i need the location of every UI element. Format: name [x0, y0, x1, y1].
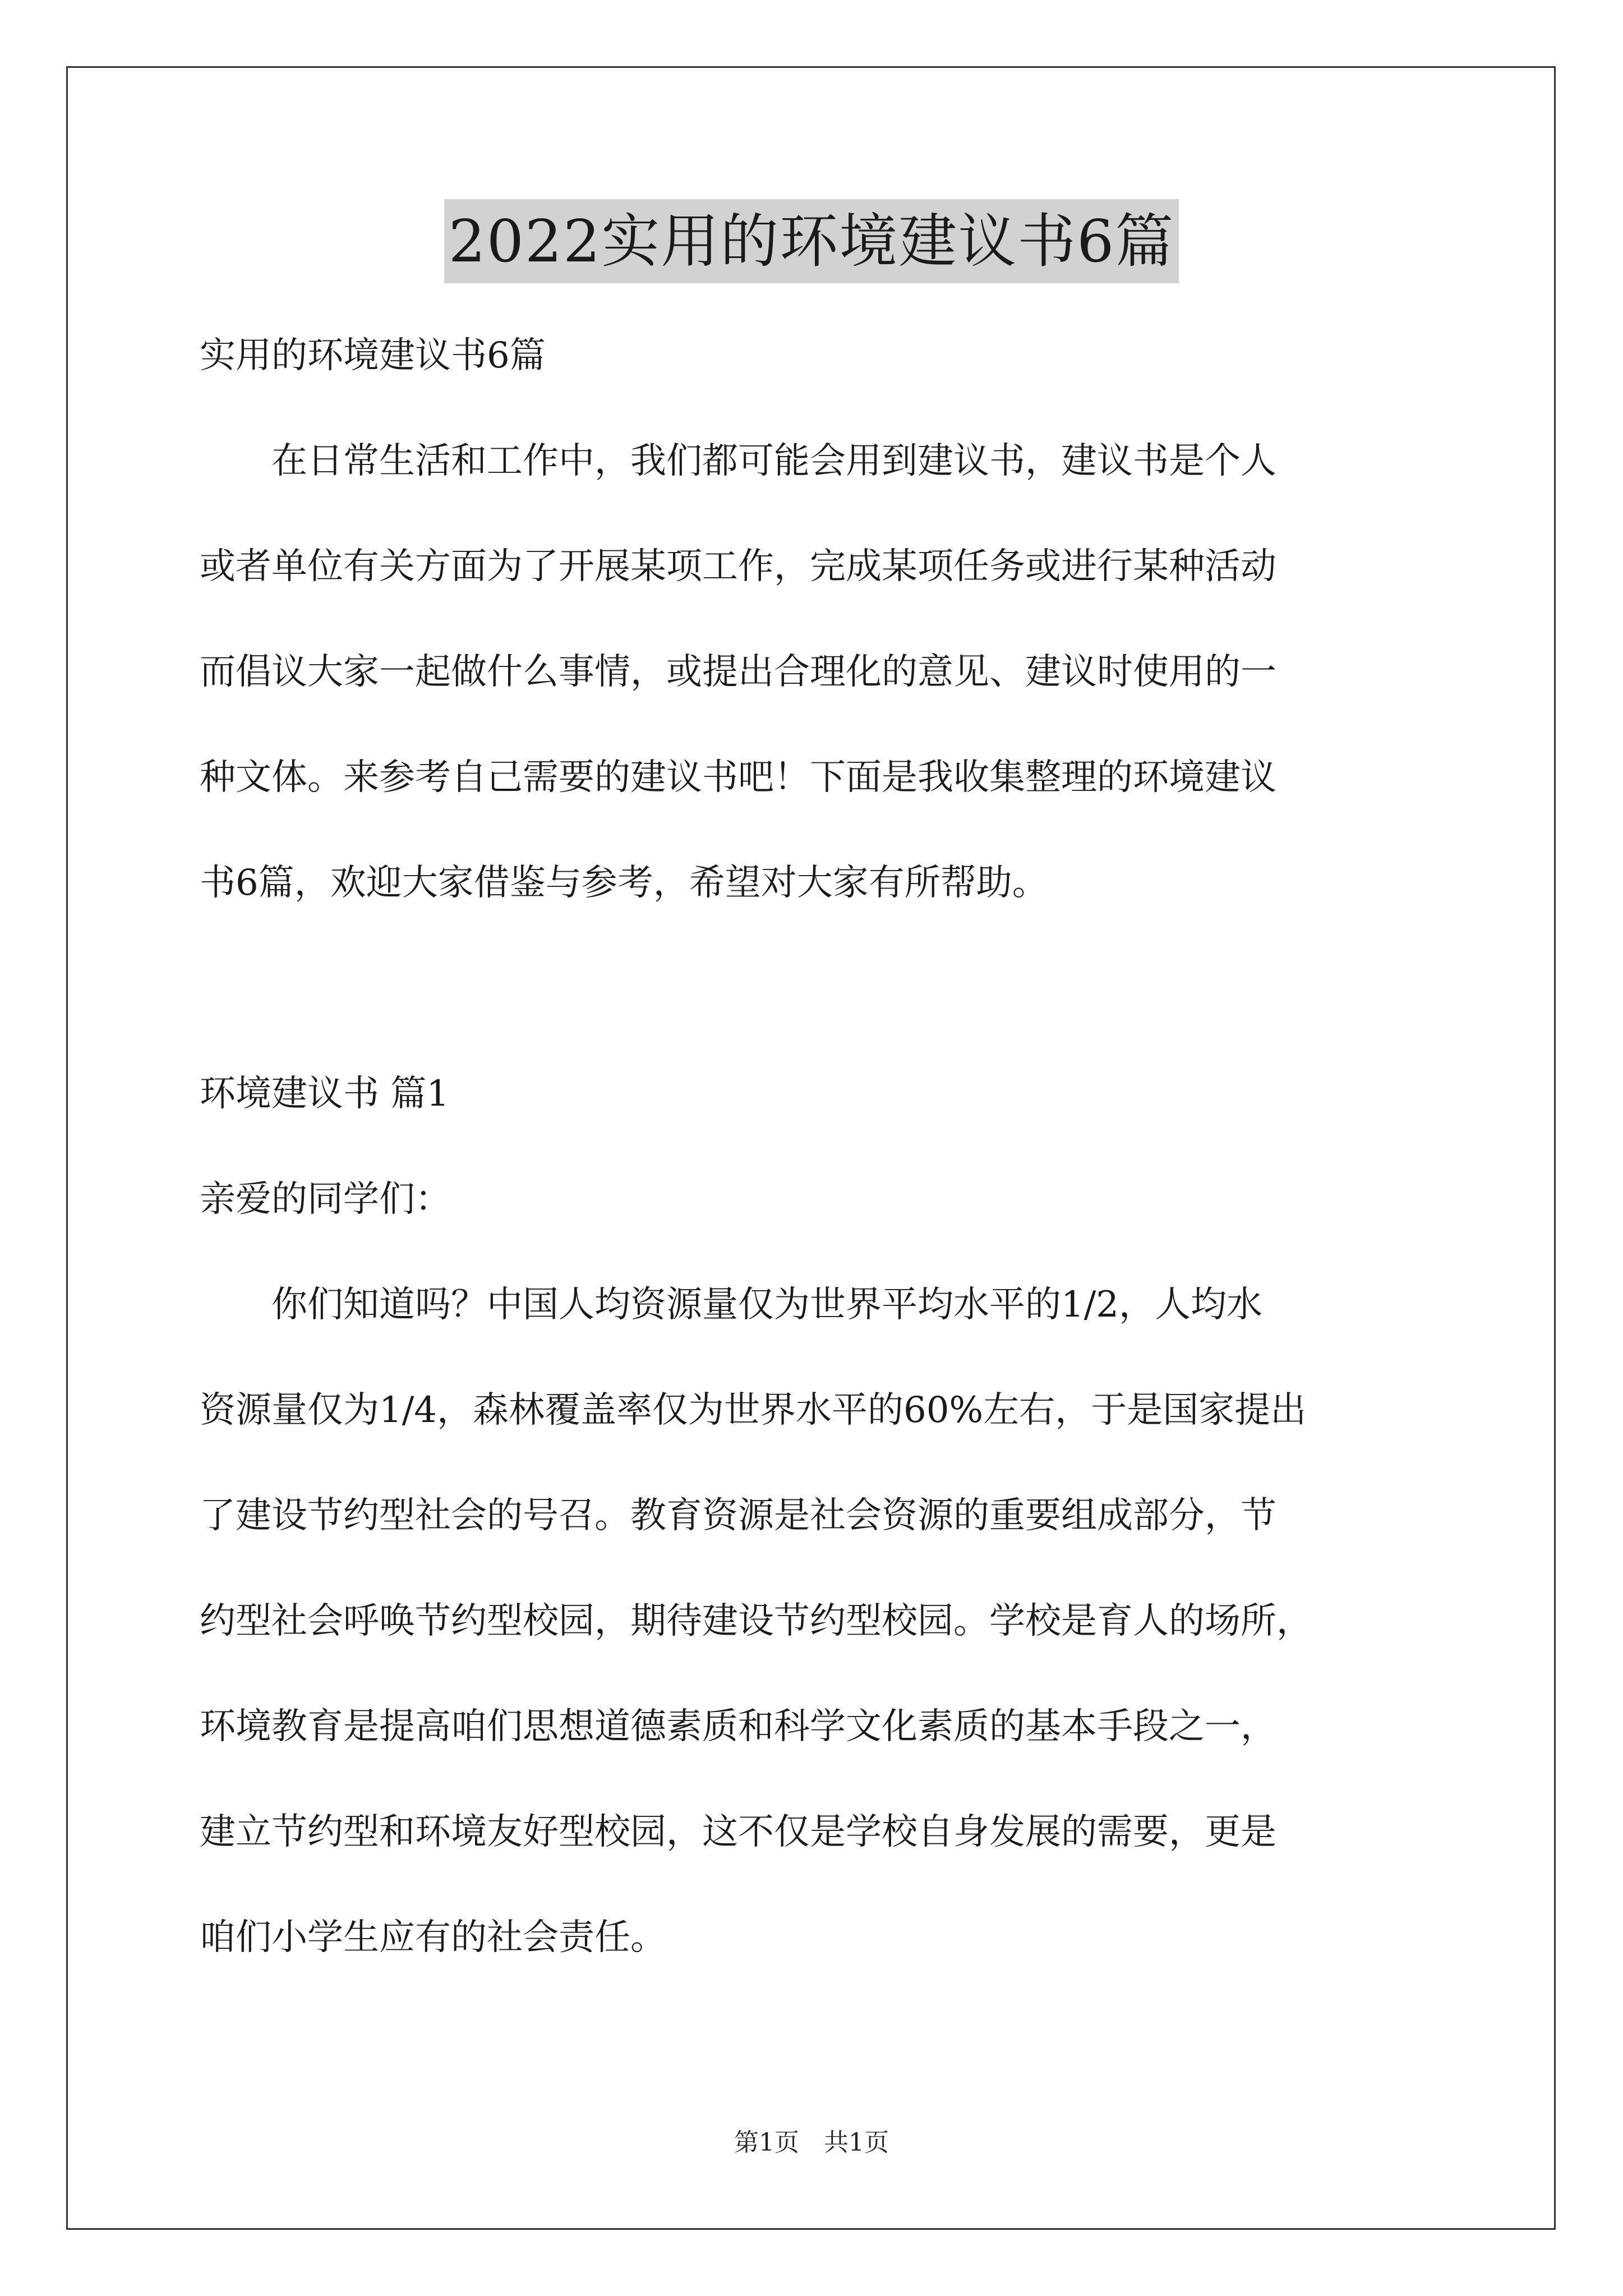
intro-line: 或者单位有关方面为了开展某项工作，完成某项任务或进行某种活动 [200, 546, 1276, 587]
intro-line: 书6篇，欢迎大家借鉴与参考，希望对大家有所帮助。 [200, 862, 1048, 904]
intro-line: 种文体。来参考自己需要的建议书吧！下面是我收集整理的环境建议 [200, 757, 1276, 798]
body-line: 资源量仅为1/4，森林覆盖率仅为世界水平的60%左右，于是国家提出 [200, 1389, 1307, 1431]
document-subtitle: 实用的环境建议书6篇 [200, 335, 546, 376]
body-line: 了建设节约型社会的号召。教育资源是社会资源的重要组成部分，节 [200, 1495, 1276, 1536]
body-line: 建立节约型和环境友好型校园，这不仅是学校自身发展的需要，更是 [200, 1811, 1276, 1853]
blank-line [200, 936, 1433, 1041]
document-body [200, 303, 1433, 1990]
intro-line: 而倡议大家一起做什么事情，或提出合理化的意见、建议时使用的一 [200, 651, 1276, 693]
greeting: 亲爱的同学们： [200, 1179, 451, 1220]
body-line: 环境教育是提高咱们思想道德素质和科学文化素质的基本手段之一， [200, 1706, 1276, 1747]
section-heading: 环境建议书 篇1 [200, 1073, 450, 1115]
title-container [0, 199, 1623, 283]
page-footer: 第1页 共1页 [734, 2128, 889, 2157]
body-line: 你们知道吗？中国人均资源量仅为世界平均水平的1/2，人均水 [271, 1284, 1262, 1326]
document-title: 2022实用的环境建议书6篇 [444, 199, 1179, 283]
body-line: 咱们小学生应有的社会责任。 [200, 1917, 666, 1958]
body-line: 约型社会呼唤节约型校园，期待建设节约型校园。学校是育人的场所， [200, 1600, 1312, 1642]
intro-line: 在日常生活和工作中，我们都可能会用到建议书，建议书是个人 [271, 440, 1276, 482]
